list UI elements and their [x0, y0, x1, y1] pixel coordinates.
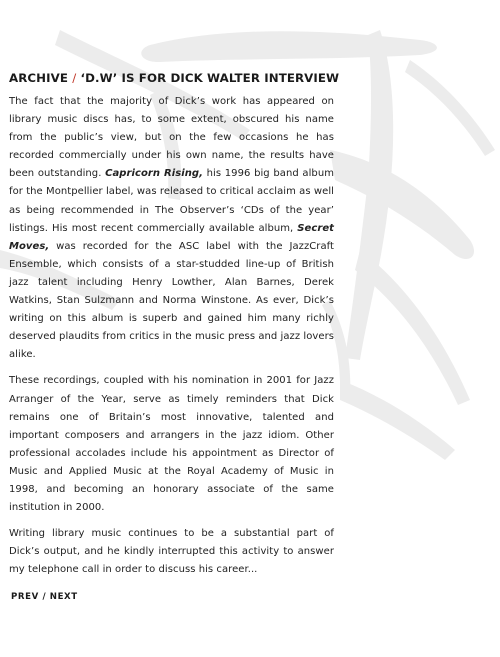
paragraph-library-music: Writing library music continues to be a substantial part of Dick’s output, and he kindly interrupted this activity to answer my telephone call in order to discuss his career... [9, 528, 334, 576]
album-title: Capricorn Rising, [105, 168, 203, 180]
next-link[interactable]: NEXT [49, 592, 78, 603]
pagination-nav [11, 592, 334, 602]
page-title [9, 70, 340, 86]
prev-link[interactable]: PREV [11, 592, 39, 603]
nav-separator: / [42, 592, 47, 603]
title-separator: / [72, 71, 77, 85]
paragraph-recordings: These recordings, coupled with his nomination in 2001 for Jazz Arranger of the Year, serve as timely reminders that Dick remains one of Britain’s most innovative, talented and important composers and arrangers in the jazz idiom. Other professional accolades include his appointment as Director of Music and Applied Music at the Royal Academy of Music in 1998, and becoming an honorary associate of the same institution in 2000. [9, 375, 334, 514]
album-title: Secret Moves, [9, 222, 334, 252]
paragraph-text: The fact that the majority of Dick’s work has appeared on library music discs has, to some extent, obscured his name from the public’s view, but on the few occasions he has recorded commercially under his own name, the results have been outstanding. [9, 96, 334, 180]
paragraph-text: his 1996 big band album for the Montpellier label, was released to critical acclaim as well as being recommended in The Observer’s ‘CDs of the year’ listings. His most recent commercially available album, [9, 168, 335, 234]
article-title: ‘D.W’ IS FOR DICK WALTER INTERVIEW [80, 71, 340, 85]
paragraph-text: was recorded for the ASC label with the JazzCraft Ensemble, which consists of a star-studded line-up of British jazz talent including Henry Lowther, Alan Barnes, Derek Watkins, Stan Sulzmann and Norma Winstone. As ever, Dick’s writing on this album is superb and gained him many richly deserved plaudits from critics in the music press and jazz lovers alike. [9, 240, 334, 361]
section-label: ARCHIVE [9, 71, 69, 85]
paragraph-intro [9, 93, 334, 364]
article-content [9, 70, 340, 603]
